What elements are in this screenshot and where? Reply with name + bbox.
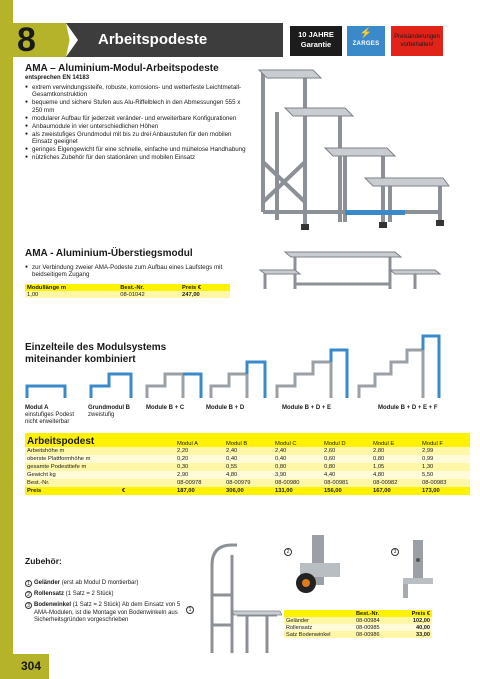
module-bc-diagram [147,374,201,398]
table-cell: 0,80 [322,463,371,471]
module-name: Module B + D [206,405,245,411]
accessory-number: 2 [25,591,32,598]
module-a-diagram [27,386,65,398]
module-bd-diagram [211,362,265,398]
table-row [284,631,432,638]
table-cell: 2,20 [175,447,224,455]
module-b-diagram [91,374,131,398]
row-unit [120,447,175,455]
table-cell: 08-00982 [371,479,420,487]
table-cell: 0,30 [175,463,224,471]
price-note-line-2: vorbehalten! [400,42,434,48]
column-header: Preis € [180,284,230,291]
column-header: Modul D [322,433,371,447]
table-cell: 0,40 [224,455,273,463]
row-unit [120,471,175,479]
table-row [25,447,470,455]
accessory-number: 3 [25,602,32,609]
module-name: Module B + D + E [282,405,332,411]
row-unit [120,479,175,487]
table-cell: 08-00978 [175,479,224,487]
table-cell: 4,40 [322,471,371,479]
table-cell: 2,60 [322,447,371,455]
section-title-modules: Einzelteile des Modulsystems miteinander kombiniert [25,342,167,365]
table-row [284,617,432,624]
module-desc: einstufiges Podest nicht erweiterbar [25,412,75,426]
column-header: Modul A [175,433,224,447]
accessory-name: Rollensatz [34,591,65,598]
column-header [284,610,354,617]
table-cell: 2,40 [224,447,273,455]
table-cell: 08-00980 [273,479,322,487]
table-cell: 1,00 [25,291,118,298]
table-row-price [25,487,470,495]
module-desc: zweistufig [88,412,115,419]
brand-logo-icon: ⚡ [359,28,373,39]
photo-marker: 3 [391,548,399,556]
column-header: Modul E [371,433,420,447]
table-cell: 0,80 [273,463,322,471]
table-cell: 306,00 [224,487,273,495]
module-label-bde [282,405,331,412]
table-cell: 173,00 [420,487,470,495]
table-cell: 0,60 [322,455,371,463]
section-title-ama: AMA – Aluminium-Modul-Arbeitspodeste [25,63,219,74]
feature-item: ● als zweistufiges Grundmodul mit bis zu drei Anbaustufen für den mobilen Einsatz geeignet [25,131,250,146]
table-cell: 3,90 [273,471,322,479]
table-cell: 1,30 [420,463,470,471]
row-label: Arbeitshöhe m [25,447,120,455]
left-accent-strip [0,0,13,679]
module-label-bc [146,405,184,412]
module-diagrams [25,330,470,402]
product-photo-ama-platform [225,62,455,234]
module-label-a [25,405,85,427]
table-header-row [25,284,230,291]
feature-item: ● Anbaumodule in vier unterschiedlichen Höhen [25,123,250,130]
table-cell: 2,99 [420,447,470,455]
photo-marker: 2 [284,548,292,556]
table-cell: 167,00 [371,487,420,495]
table-cell: 2,90 [175,471,224,479]
brand-logo [347,26,385,56]
table-cell: 08-00979 [224,479,273,487]
table-header-row [25,433,470,447]
table-cell: 4,80 [224,471,273,479]
table-cell: 2,80 [371,447,420,455]
accessory-item [25,580,185,587]
table-row [284,624,432,631]
row-label: Gewicht kg [25,471,120,479]
feature-item: ● bequeme und sichere Stufen aus Alu-Riffelblech in den Abmessungen 555 x 250 mm [25,99,250,114]
column-header: Preis € [397,610,432,617]
photo-marker: 1 [186,606,194,614]
table-cell: 08-00985 [354,624,397,631]
accessory-desc: (erst ab Modul D montierbar) [61,580,139,586]
table-cell: 40,00 [397,624,432,631]
table-cell: 187,00 [175,487,224,495]
feature-item: ● modularer Aufbau für jederzeit veränder- und erweiterbare Konfigurationen [25,115,250,122]
row-label: oberste Plattformhöhe m [25,455,120,463]
table-cell: Rollensatz [284,624,354,631]
spec-table [25,433,470,495]
table-cell: 08-00981 [322,479,371,487]
accessory-name: Bodenwinkel [34,602,72,609]
row-label: gesamte Podesttiefe m [25,463,120,471]
column-header: Best.-Nr. [354,610,397,617]
chapter-number: 8 [17,21,36,59]
module-label-b [88,405,148,419]
ueberstieg-price-table [25,284,230,298]
accessory-item [25,602,185,624]
table-cell: 08-00983 [420,479,470,487]
table-header-row [284,610,432,617]
module-name: Module B + C [146,405,185,411]
column-header: Modul F [420,433,470,447]
spec-table-title: Arbeitspodest [25,433,175,447]
warranty-line-2: Garantie [300,40,332,49]
table-cell: 0,99 [420,455,470,463]
row-unit [120,455,175,463]
column-header: Modul B [224,433,273,447]
module-label-bdef [378,405,438,412]
table-row [25,479,470,487]
product-photo-ueberstieg [255,244,445,294]
column-header: Modullänge m [25,284,118,291]
table-cell: Geländer [284,617,354,624]
table-cell: 0,40 [273,455,322,463]
row-unit: € [120,487,175,495]
page-number: 304 [13,654,49,679]
brand-logo-text: ZARGES [352,41,380,47]
table-cell: Satz Bodenwinkel [284,631,354,638]
section-subtitle-norm: entsprechen EN 14183 [25,75,90,81]
module-name: Modul A [25,405,49,411]
table-cell: 5,50 [420,471,470,479]
table-cell: 156,00 [322,487,371,495]
feature-item: ● geringes Eigengewicht für eine schnelle, einfache und mühelose Handhabung [25,146,250,153]
module-name: Module B + D + E + F [378,405,438,411]
table-cell: 247,00 [180,291,230,298]
table-cell: 2,40 [273,447,322,455]
table-cell: 1,05 [371,463,420,471]
module-bdef-diagram [359,336,439,398]
table-row [25,471,470,479]
accessory-number: 1 [25,580,32,587]
spec-table-container [25,433,470,495]
page-header [0,23,480,57]
accessory-item [25,591,185,598]
module-bde-diagram [277,350,347,398]
table-cell: 0,80 [371,455,420,463]
table-cell: 4,80 [371,471,420,479]
module-name: Grundmodul B [88,405,130,411]
column-header: Best.-Nr. [118,284,180,291]
accessory-desc: (1 Satz = 2 Stück) Ab dem Einsatz von 5 AMA-Modulen, ist die Montage von Bodenwinkeln aus Sicherheitsgründen vorgeschrieben [34,602,181,623]
column-header: Modul C [273,433,322,447]
module-label-bd [206,405,244,412]
product-photo-wheels [290,535,360,597]
accessory-desc: (1 Satz = 2 Stück) [65,591,114,598]
product-photo-railing [192,535,282,655]
accessory-name: Geländer [34,580,61,586]
price-note-line-1: Preisänderungen [394,34,440,40]
section-title-ueberstieg: AMA - Aluminium-Überstiegsmodul [25,248,193,259]
product-photo-floor-bracket [395,540,440,600]
table-cell: 08-00986 [354,631,397,638]
row-label: Best.-Nr. [25,479,120,487]
table-cell: 102,00 [397,617,432,624]
table-cell: 08-00984 [354,617,397,624]
table-row [25,291,230,298]
feature-list [25,84,250,162]
table-row [25,463,470,471]
accessories-list [25,580,185,628]
table-row [25,455,470,463]
feature-item: ● nützliches Zubehör für den stationären und mobilen Einsatz [25,154,250,161]
feature-item: ● extrem verwindungssteife, robuste, korrosions- und wetterfeste Leichtmetall-Gesamtkonstruktion [25,84,250,99]
feature-item: ● zur Verbindung zweier AMA-Podeste zum Aufbau eines Laufstegs mit beidseitigem Zugang [25,264,235,279]
table-cell: 33,00 [397,631,432,638]
table-cell: 08-01042 [118,291,180,298]
warranty-badge [290,26,342,56]
table-cell: 0,20 [175,455,224,463]
row-unit [120,463,175,471]
table-cell: 0,55 [224,463,273,471]
row-label: Preis [25,487,120,495]
warranty-line-1: 10 JAHRE [298,30,334,39]
price-change-notice [391,26,443,56]
accessories-title: Zubehör: [25,556,62,566]
table-cell: 131,00 [273,487,322,495]
accessories-price-table [284,610,432,638]
page-title: Arbeitspodeste [98,31,208,48]
